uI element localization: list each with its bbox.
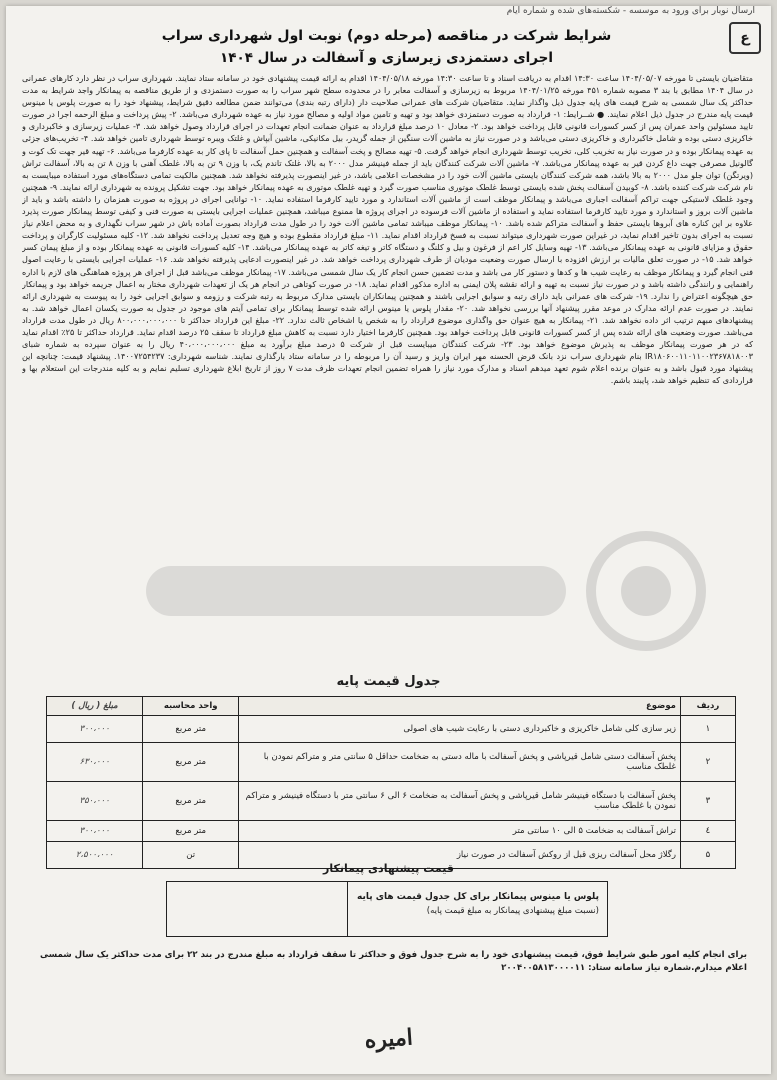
row-unit: متر مربع <box>143 782 239 821</box>
row-description: تراش آسفالت به ضخامت ۵ الی ۱۰ سانتی متر <box>239 821 681 842</box>
offer-line2: (نسبت مبلغ پیشنهادی پیمانکار به مبلغ قیمت پایه) <box>426 906 599 916</box>
row-number: ۳ <box>680 782 735 821</box>
offer-line1: پلوس یا مینوس پیمانکار برای کل جدول قیمت های پایه <box>357 892 599 902</box>
row-description: پخش آسفالت دستی شامل قیرپاشی و پخش آسفالت با ماله دستی به ضخامت حداقل ۵ سانتی متر و متراکم نمودن با غلطک مناسب <box>239 743 681 782</box>
base-price-table <box>46 696 736 869</box>
row-description: پخش آسفالت با دستگاه فینیشر شامل قیرپاشی و پخش آسفالت به ضخامت ۶ الی ۶ سانتی متر با دستگاه فینیشر و متراکم نمودن با غلطک مناسب <box>239 782 681 821</box>
row-price: ۲،۵۰۰،۰۰۰ <box>47 842 143 869</box>
logo-mark: ع <box>729 22 761 54</box>
row-number: ۱ <box>680 716 735 743</box>
top-strip-text: ارسال نوبار برای ورود به موسسه - شکسته‌های شده و شماره ایام <box>506 6 755 16</box>
table-header-row <box>47 697 736 716</box>
row-number: ۲ <box>680 743 735 782</box>
row-price: ۶۳۰،۰۰۰ <box>47 743 143 782</box>
row-unit: تن <box>143 842 239 869</box>
row-unit: متر مربع <box>143 716 239 743</box>
document-subtitle: اجرای دستمزدی زیرسازی و آسفالت در سال ۱۴۰۴ <box>219 50 553 66</box>
price-table-title: جدول قیمت پایه <box>336 674 441 689</box>
document-page <box>6 6 771 1074</box>
row-number: ٤ <box>680 821 735 842</box>
row-description: رگلاژ محل آسفالت ریزی قبل از روکش آسفالت در صورت نیاز <box>239 842 681 869</box>
conditions-text <box>22 72 753 662</box>
offer-title: قیمت پیشنهادی پیمانکار <box>323 862 454 875</box>
table-row <box>47 743 736 782</box>
header-unit: واحد محاسبه <box>143 697 239 716</box>
handwritten-signature: امیره <box>363 1024 414 1054</box>
row-price: ۳۵۰،۰۰۰ <box>47 782 143 821</box>
offer-label <box>347 882 607 936</box>
row-number: ۵ <box>680 842 735 869</box>
offer-box <box>166 881 608 937</box>
table-row <box>47 782 736 821</box>
header-desc: موضوع <box>239 697 681 716</box>
row-unit: متر مربع <box>143 743 239 782</box>
offer-value-field[interactable] <box>167 882 347 936</box>
conditions-paragraph: متقاضیان بایستی تا مورخه ۱۴۰۴/۰۵/۰۷ ساعت ۱۴:۳۰ اقدام به دریافت اسناد و تا ساعت ۱۴:۳۰ مورخه ۱۴۰۴/۰۵/۱۸ اقدام به ارائه قیمت پیشنهادی خود در سامانه ستاد نمایند. شهرداری سراب در نظر دارد کارهای عمرانی در سال ۱۴۰۴ مطابق با بند ۳ مصوبه شماره ۴۵۱ مورخه ۱۴۰۴/۰۱/۲۵ مربوط به زیرسازی و آسفالت معابر را در محدوده سطح شهر سراب را به صورت دستمزدی و از طریق مناقصه به پیمانکار واجد شرایط به مدت حداکثر یک سال شمسی به شرح قیمت های پایه جدول ذیل واگذار نماید. متقاضیان شرکت های عمرانی صلاحیت دار (دارای رتبه بندی) می‌توانند ضمن مطالعه دقیق شرایط، پیشنهاد خود را به صورت پلوس یا مینوس قیمت پایه مندرج در جدول ذیل اعلام نمایند. ● شــرایط: ۱- قرارداد به صورت دستمزدی خواهد بود و تهیه و تامین مواد اولیه و مصالح مورد نیاز به عهده شهرداری می‌باشد. ۲- پیش پرداخت و مبلغ الرحمه اجرا در صورت تایید مسئولین واحد عمران پس از کسر کسورات قانونی قابل پرداخت خواهد بود. ۲- معادل ۱۰ درصد مبلغ قرارداد به عنوان ضمانت انجام تعهدات در اجرای قرارداد وصول خواهد شد. ۳- عملیات زیرسازی و خاکبرداری و خاکریزی دستی بوده و شامل خاکبرداری و خاکریزی دستی می‌باشد و در صورت نیاز به ماشین آلات سنگین از جمله گریدر، بیل مکانیکی، ماشین آبپاش و غلتک ویبره توسط شهرداری تامین خواهد شد. ۴- تخریب‌های جزئی به عهده پیمانکار بوده و در صورت نیاز به تخریب کلی، تخریب توسط شهرداری انجام خواهد گرفت. ۵- تهیه مصالح و پخت آسفالت و همچنین حمل آسفالت تا پای کار به عهده کارفرما می‌باشد. ۶- تهیه قیر جهت تک کوت و گالونیل مصرفی جهت داغ کردن قیر به عهده پیمانکار می‌باشد. ۷- ماشین آلات شرکت کنندگان باید از جمله فینیشر مدل ۲۰۰۰ به بالا، غلتک تاندم یک، با وزن ۹ تن به بالا، غلطک آهنی با وزن ۸ تن به بالا، آسفالت تراش (ویرتگن) توان جلو مدل ۲۰۰۰ به بالا باشد، همه شرکت کنندگان بایستی ماشین آلات خود را در مشخصات اعلامی باشد، در غیر اینصورت پذیرفته نخواهد شد. همچنین مالکیت تمامی دستگاه‌های مورد استفاده میبایست به نام شرکت شرکت کننده باشد. ۸- کوبیدن آسفالت پخش شده بایستی توسط غلطک موتوری مناسب صورت گیرد و تهیه غلطک موتوری به عهده پیمانکار خواهد بود. جهت تشکیل پرونده به شهرداری ارائه نمایند. ۹- همچنین وجود غلطک لاستیکی جهت تراکم آسفالت اجباری می‌باشد و پیمانکار موظف است از ماشین آلات استاندارد و مورد تایید کارفرما استفاده نماید. ۱۰- توانایی اجرای در پروژه به صورت همزمان را داشته باشد و باید از ماشین آلات بروز و استاندارد و مورد تایید کارفرما استفاده نماید و استفاده از ماشین آلات فرسوده در اجرای پروژه ها ممنوع میباشد، همچنین عملیات اجرایی بایستی به صورت فنی و کیفی توسط پیمانکار صورت پذیرد علاوه بر این کناره های آبروها بایستی حفظ و آسفالت متراکم شده باشد. ۱۰- پیمانکار موظف میباشد تمامی ماشین آلات خود را در طول مدت قرارداد بصورت آماده باش در شهر سراب نگهداری و به محض اعلام نیاز نسبت به اجرای بدون تاخیر اقدام نماید، در غیراین صورت شهرداری میتواند نسبت به فسخ قرارداد اقدام نماید. ۱۱- مبلغ قرارداد مقطوع بوده و هیچ وجه تعدیل پرداخت نخواهد شد. ۱۲- کلیه مسئولیت کارگران و پرداخت حقوق و مزایای قانونی به عهده پیمانکار می‌باشد. ۱۳- تهیه وسایل کار اعم از فرغون و بیل و کلنگ و دستگاه کاتر و تیغه کاتر به عهده پیمانکار می‌باشد. ۱۴- کلیه کسورات قانونی به عهده پیمانکار بوده و از مبلغ پیمان کسر خواهد شد. ۱۵- در صورت تعلق مالیات بر ارزش افزوده با ارسال صورت وضعیت مودیان از طرف شهرداری پرداخت خواهد شد. در غیر اینصورت ادعایی پذیرفته نخواهد شد. ۱۶- عملیات اجرایی بایستی با رعایت اصول فنی انجام گیرد و پیمانکار موظف به رعایت شیب ها و کدها و دستور کار می باشد و مدت تضمین حسن انجام کار یک سال شمسی می‌باشد. ۱۷- پیمانکار موظف می‌باشد قبل از اجرای هر پروژه هماهنگی های لازم با اداره راهنمایی و رانندگی داشته باشد و در صورت نیاز نسبت به تهیه و ارائه نقشه پلان ایمنی به اداره مذکور اقدام نماید. ۱۸- در صورت کوتاهی در انجام هر یک از تعهدات شهرداری مختار به اعمال جریمه خواهد بود و پیمانکار حق هیچگونه اعتراض را ندارد. ۱۹- شرکت های عمرانی باید دارای رتبه و سوابق اجرایی باشند و همچنین پیمانکاران بایستی مدارک مربوط به رتبه شرکت و رزومه و سوابق اجرایی خود را به پیوست به شهرداری ارائه نمایند. در صورت عدم ارائه مدارک در موعد مقرر پیشنهاد آنها بررسی نخواهد شد. ۲۰- مقدار پلوس یا مینوس ارائه شده توسط پیمانکار برای تمامی آیتم های موجود در جدول به صورت یکسان اعمال خواهد شد. به پیشنهادهای مبهم ترتیب اثر داده نخواهد شد. ۲۱- پیمانکار به هیچ عنوان حق واگذاری موضوع قرارداد را به شخص یا اشخاص ثالث ندارد. ۲۲- مبلغ این قرارداد حداکثر تا ۸۰۰،۰۰۰،۰۰۰،۰۰۰ ریال در طول مدت قرارداد می‌باشد. صورت وضعیت های ارائه شده پس از کسر کسورات قانونی قابل پرداخت خواهد بود. همچنین کارفرما اختیار دارد نسبت به کاهش مبلغ قرارداد تا سقف ۲۵ درصد اقدام نماید. قرارداد حداکثر تا ۲۵٪ اقدام نماید که در هر صورت پیمانکار موظف به پذیرش موضوع خواهد بود. ۲۳- شرکت کنندگان میبایست قبل از شرکت ۵ درصد مبلغ برآورد به مبلغ ۴۰،۰۰۰،۰۰۰،۰۰۰ ریال را به عنوان سپرده به شماره شبای IR۱۸۰۶۰۰۱۱۰۱۱۰۰۲۳۶۷۸۱۸۰۰۳ بنام شهرداری سراب نزد بانک قرض الحسنه مهر ایران واریز و رسید آن را مربوطه را در سامانه ستاد بارگذاری نمایند. شناسه شهرداری: ۱۴۰۰۷۲۵۴۲۳۷. پیشنهاد قیمت: چنانچه این پیشنهاد مورد قبول باشد و به عنوان برنده اعلام شوم تعهد میدهم اسناد و مدارک مورد نیاز را همراه تضمین انجام تعهدات ظرف مدت ۷ روز از تاریخ ابلاغ شهرداری تسلیم نمایم و به کلیه مندرجات این استعلام بها و قراردادی که تنظیم خواهد شد، پایبند باشم. <box>22 73 753 386</box>
header-row-no: ردیف <box>680 697 735 716</box>
row-price: ۳۰۰،۰۰۰ <box>47 716 143 743</box>
row-price: ۳۰۰،۰۰۰ <box>47 821 143 842</box>
header-price: مبلغ ( ریال ) <box>47 697 143 716</box>
row-description: زیر سازی کلی شامل خاکریزی و خاکبرداری دستی با رعایت شیب های اصولی <box>239 716 681 743</box>
footer-statement: برای انجام کلیه امور طبق شرایط فوق، قیمت پیشنهادی خود را به شرح جدول فوق و حداکثر تا سقف قرارداد به مبلغ مندرج در بند ۲۲ برای مدت حداکثر یک سال شمسی اعلام میدارم.شماره نیاز سامانه ستاد: ۲۰۰۴۰۰۵۸۱۳۰۰۰۰۱۱ <box>40 950 747 973</box>
table-row <box>47 821 736 842</box>
document-title: شرایط شرکت در مناقصه (مرحله دوم) نوبت اول شهرداری سراب <box>161 28 612 44</box>
table-row <box>47 716 736 743</box>
row-unit: متر مربع <box>143 821 239 842</box>
